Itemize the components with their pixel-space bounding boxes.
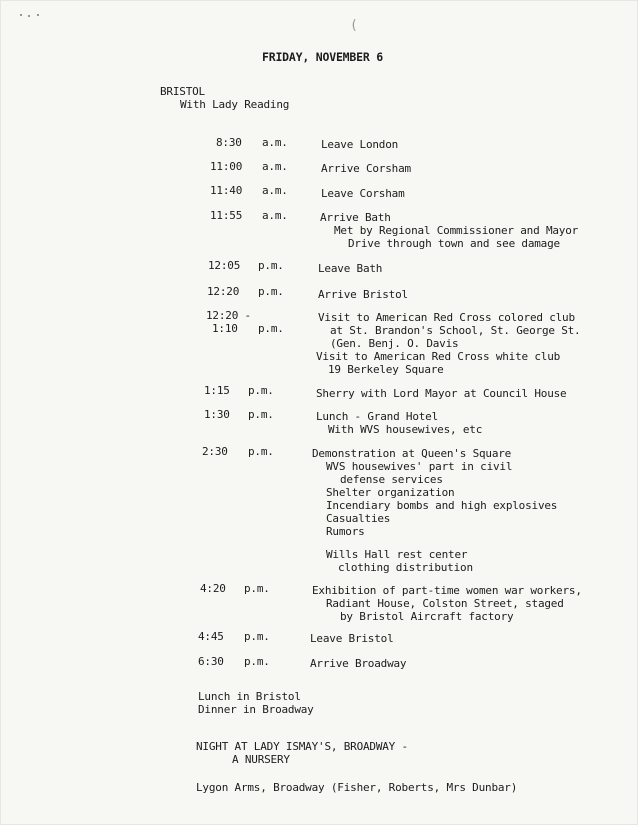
lodging-note: Lygon Arms, Broadway (Fisher, Roberts, Mrs Dunbar) (196, 781, 518, 794)
entry-text: Leave Bristol (310, 632, 394, 645)
entry-text: Demonstration at Queen's Square (312, 447, 512, 460)
entry-ampm: p.m. (244, 655, 270, 668)
entry-time: 11:55 (210, 209, 243, 222)
entry-text: 19 Berkeley Square (328, 363, 444, 376)
entry-text: WVS housewives' part in civil (326, 460, 513, 473)
entry-ampm: a.m. (262, 160, 288, 173)
margin-speck (28, 15, 30, 17)
entry-text: Incendiary bombs and high explosives (326, 499, 558, 512)
entry-text: Met by Regional Commissioner and Mayor (334, 224, 579, 237)
entry-text: Radiant House, Colston Street, staged (326, 597, 564, 610)
entry-text: Arrive Corsham (321, 162, 411, 175)
entry-time: 4:20 (200, 582, 226, 595)
entry-text: defense services (340, 473, 443, 486)
entry-time: 4:45 (198, 630, 224, 643)
companion-line: With Lady Reading (180, 98, 290, 111)
entry-time: 11:40 (210, 184, 243, 197)
entry-text: Visit to American Red Cross white club (316, 350, 561, 363)
margin-speck (20, 14, 22, 16)
page-date-heading: FRIDAY, NOVEMBER 6 (262, 50, 384, 64)
entry-text: clothing distribution (338, 561, 473, 574)
entry-text: With WVS housewives, etc (328, 423, 483, 436)
entry-ampm: p.m. (248, 384, 274, 397)
entry-ampm: p.m. (244, 582, 270, 595)
entry-text: Drive through town and see damage (348, 237, 560, 250)
entry-text: Leave Corsham (321, 187, 405, 200)
meal-note: Lunch in Bristol (198, 690, 301, 703)
entry-text: Lunch - Grand Hotel (316, 410, 439, 423)
entry-ampm: a.m. (262, 209, 288, 222)
entry-time: 11:00 (210, 160, 243, 173)
entry-time: 1:30 (204, 408, 230, 421)
entry-time: 2:30 (202, 445, 228, 458)
entry-text: Shelter organization (326, 486, 455, 499)
entry-ampm: p.m. (258, 259, 284, 272)
entry-text: Visit to American Red Cross colored club (318, 311, 575, 324)
entry-time: 8:30 (216, 136, 242, 149)
entry-text: Casualties (326, 512, 391, 525)
margin-speck (37, 14, 39, 16)
entry-time: 1:15 (204, 384, 230, 397)
paper-mark: ( (350, 18, 358, 33)
overnight-note: NIGHT AT LADY ISMAY'S, BROADWAY - (196, 740, 408, 753)
entry-time: 1:10 (212, 322, 238, 335)
entry-text: by Bristol Aircraft factory (340, 610, 514, 623)
entry-text: Wills Hall rest center (326, 548, 468, 561)
entry-text: at St. Brandon's School, St. George St. (330, 324, 581, 337)
entry-text: Arrive Bath (320, 211, 391, 224)
entry-ampm: p.m. (244, 630, 270, 643)
entry-ampm: p.m. (258, 285, 284, 298)
entry-text: Arrive Broadway (310, 657, 407, 670)
overnight-note: A NURSERY (232, 753, 290, 766)
entry-text: Leave Bath (318, 262, 383, 275)
entry-ampm: p.m. (258, 322, 284, 335)
entry-ampm: a.m. (262, 184, 288, 197)
entry-text: Exhibition of part-time women war workers, (312, 584, 582, 597)
meal-note: Dinner in Broadway (198, 703, 314, 716)
entry-time: 12:20 (207, 285, 240, 298)
entry-ampm: p.m. (248, 445, 274, 458)
location-heading: BRISTOL (160, 85, 205, 98)
entry-text: Leave London (321, 138, 399, 151)
entry-ampm: a.m. (262, 136, 288, 149)
entry-time: 6:30 (198, 655, 224, 668)
entry-text: (Gen. Benj. O. Davis (330, 337, 459, 350)
entry-time: 12:20 - (206, 309, 251, 322)
entry-text: Arrive Bristol (318, 288, 408, 301)
entry-text: Sherry with Lord Mayor at Council House (316, 387, 567, 400)
entry-ampm: p.m. (248, 408, 274, 421)
entry-text: Rumors (326, 525, 365, 538)
entry-time: 12:05 (208, 259, 241, 272)
